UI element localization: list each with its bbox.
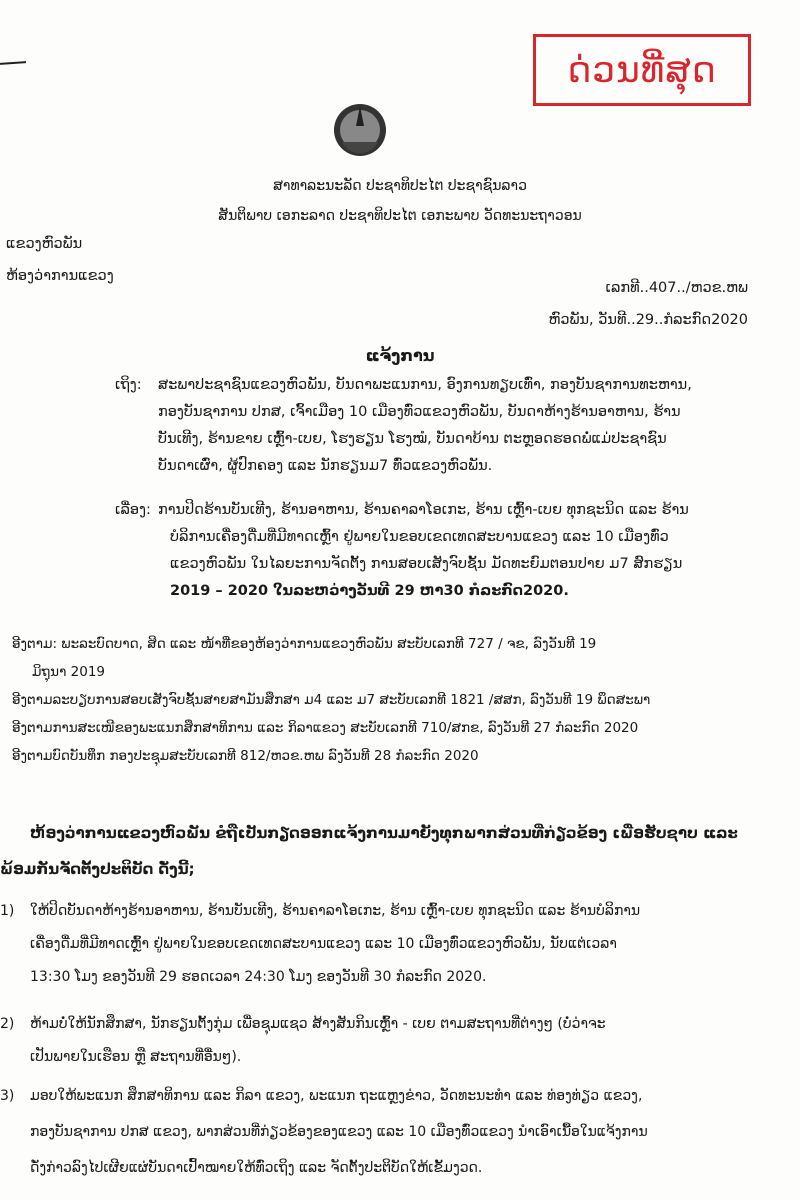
item-line: ເຄື່ອງດື່ມທີ່ມີທາດເຫຼົ້າ ຢູ່ພາຍໃນຂອບເຂດເທດສະບານແຂວງ ແລະ 10 ເມືອງທົ່ວແຂວງຫົວພັນ, ນັບແຕ່ເວລາ [30,936,617,952]
intro-line: ພ້ອມກັນຈັດຕັ້ງປະຕິບັດ ດັ່ງນີ້; [0,860,195,878]
urgent-stamp-text: ດ່ວນທີ່ສຸດ [567,49,717,91]
country-name: ສາທາລະນະລັດ ປະຊາທິປະໄຕ ປະຊາຊົນລາວ [273,178,527,194]
document-number: ເລກທີ..407../ຫວຂ.ຫພ [605,280,748,296]
item-line: ໃຫ້ປິດບັນດາຫ້າງຮ້ານອາຫານ, ຮ້ານບັນເທີງ, ຮ້ານຄາລາໂອເກະ, ຮ້ານ ເຫຼົ້າ-ເບຍ ທຸກຊະນິດ ແລະ ຮ້ານບໍລິການ [30,903,641,919]
reference-line: ອີງຕາມບົດບັນທຶກ ກອງປະຊຸມສະບັບເລກທີ 812/ຫວຂ.ຫພ ລົງວັນທີ 28 ກໍລະກົດ 2020 [12,748,479,764]
intro-paragraph [0,815,738,887]
intro-line: ຫ້ອງວ່າການແຂວງຫົວພັນ ຂໍຖືເປັນກຽດອອກແຈ້ງການມາຍັງທຸກພາກສ່ວນທີ່ກ່ຽວຂ້ອງ ເພື່ອຮັບຊາບ ແລະ [30,824,738,842]
to-recipients [158,372,692,480]
item-number: 1) [0,903,15,919]
reference-line: ມິຖຸນາ 2019 [32,664,105,680]
to-line: ບັນດາເຜົ່າ, ຜູ້ປົກຄອງ ແລະ ນັກຮຽນມ7 ທົ່ວແຂວງຫົວພັນ. [158,458,493,474]
subject-line: ບໍລິການເຄື່ອງດື່ມທີ່ມີທາດເຫຼົ້າ ຢູ່ພາຍໃນຂອບເຂດເທດສະບານແຂວງ ແລະ 10 ເມືອງທົ່ວ [170,529,669,545]
reference-line: ອີງຕາມ: ພະລະບົດບາດ, ສິດ ແລະ ໜ້າທີ່ຂອງຫ້ອງວ່າການແຂວງຫົວພັນ ສະບັບເລກທີ 727 / ຈຂ, ລົງວັນທີ 19 [12,636,597,652]
province-name: ແຂວງຫົວພັນ [6,236,83,252]
item-number: 2) [0,1016,15,1032]
references [12,630,650,770]
item-line: ຫ້າມບໍ່ໃຫ້ນັກສຶກສາ, ນັກຮຽນຕັ້ງກຸ່ມ ເພື່ອຊຸມແຊວ ສ້າງສັນກິນເຫຼົ້າ - ເບຍ ຕາມສະຖານທີ່ຕ່າງໆ (ບໍ່ວ່າຈະ [30,1016,606,1032]
document-title: ແຈ້ງການ [365,346,435,365]
item-line: ກອງບັນຊາການ ປກສ ແຂວງ, ພາກສ່ວນທີ່ກ່ຽວຂ້ອງຂອງແຂວງ ແລະ 10 ເມືອງທົ່ວແຂວງ ນຳເອົາເນື້ອໃນແຈ້ງການ [30,1124,648,1140]
reference-line: ອີງຕາມລະບຽບການສອບເສັງຈົບຊັ້ນສາຍສາມັນສຶກສາ ມ4 ແລະ ມ7 ສະບັບເລກທີ 1821 /ສສກ, ລົງວັນທີ 19 ພຶດສະພາ [12,692,651,708]
item-number: 3) [0,1088,15,1104]
to-line: ສະພາປະຊາຊົນແຂວງຫົວພັນ, ບັນດາພະແນການ, ອົງການທຽບເທົ່າ, ກອງບັນຊາການທະຫານ, [158,377,692,393]
document-date: ຫົວພັນ, ວັນທີ..29..ກໍລະກົດ2020 [548,312,748,328]
subject-line: ແຂວງຫົວພັນ ໃນໄລຍະການຈັດຕັ້ງ ການສອບເສັງຈົບຊັ້ນ ມັດທະຍົມຕອນປາຍ ມ7 ສົກຮຽນ [170,556,683,572]
office-name: ຫ້ອງວ່າການແຂວງ [6,268,114,284]
to-line: ບັນເທີງ, ຮ້ານຂາຍ ເຫຼົ້າ-ເບຍ, ໂຮງຮຽນ ໂຮງໝໍ, ບັນດາບ້ານ ຕະຫຼອດຮອດພໍ່ແມ່ປະຊາຊົນ [158,431,667,447]
to-label: ເຖິງ: [115,377,142,393]
pen-mark [0,61,26,65]
item-line: ເປັນພາຍໃນເຮືອນ ຫຼື ສະຖານທີ່ອື່ນໆ). [30,1049,242,1065]
subject-label: ເລື່ອງ: [115,502,151,518]
subject-line: ການປິດຮ້ານບັນເທີງ, ຮ້ານອາຫານ, ຮ້ານຄາລາໂອເກະ, ຮ້ານ ເຫຼົ້າ-ເບຍ ທຸກຊະນິດ ແລະ ຮ້ານ [158,502,689,518]
to-line: ກອງບັນຊາການ ປກສ, ເຈົ້າເມືອງ 10 ເມືອງທົ່ວແຂວງຫົວພັນ, ບັນດາຫ້າງຮ້ານອາຫານ, ຮ້ານ [158,404,681,420]
item-line: ມອບໃຫ້ພະແນກ ສຶກສາທິການ ແລະ ກິລາ ແຂວງ, ພະແນກ ຖະແຫຼງຂ່າວ, ວັດທະນະທຳ ແລະ ທ່ອງທ່ຽວ ແຂວງ, [30,1088,643,1104]
national-motto: ສັນຕິພາບ ເອກະລາດ ປະຊາທິປະໄຕ ເອກະພາບ ວັດທະນະຖາວອນ [218,208,582,224]
item-line: 13:30 ໂມງ ຂອງວັນທີ 29 ຮອດເວລາ 24:30 ໂມງ ຂອງວັນທີ 30 ກໍລະກົດ 2020. [30,969,487,985]
subject-line bold: 2019 – 2020 ໃນລະຫວ່າງວັນທີ 29 ຫາ30 ກໍລະກົດ2020. [170,583,569,599]
urgent-stamp [533,34,751,106]
national-emblem-icon [330,98,390,158]
reference-line: ອີງຕາມການສະເໜີຂອງພະແນກສຶກສາທິການ ແລະ ກິລາແຂວງ ສະບັບເລກທີ 710/ສກຂ, ລົງວັນທີ 27 ກໍລະກົດ 2020 [12,720,639,736]
item-line: ດັ່ງກ່າວລົງໄປເຜີຍແຜ່ບັນດາເປົ້າໝາຍໃຫ້ທົ່ວເຖິງ ແລະ ຈັດຕັ້ງປະຕິບັດໃຫ້ເຂັ້ມງວດ. [30,1160,483,1176]
subject-text [158,497,689,605]
